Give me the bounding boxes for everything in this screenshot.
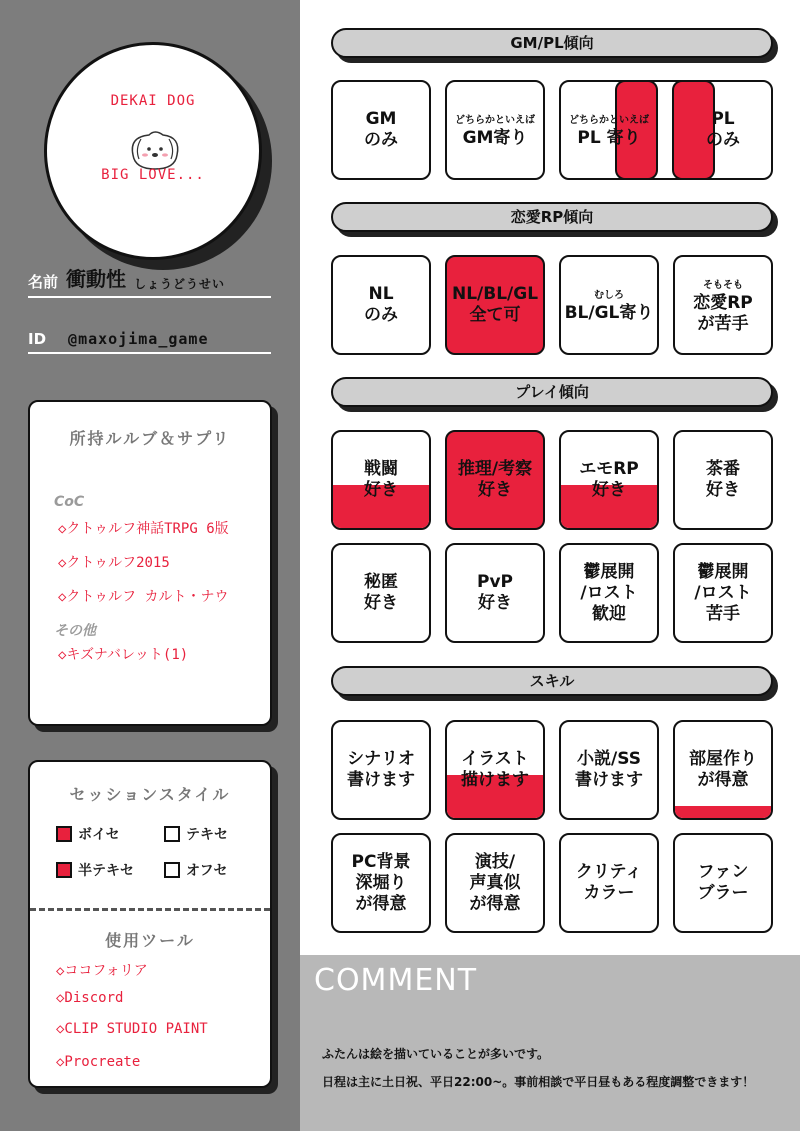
tile-label: PvP 好き: [476, 572, 513, 613]
id-row: [28, 322, 271, 354]
tile-label: クリティ カラー: [575, 862, 643, 903]
rulebook-item: ◇クトゥルフ2015: [58, 555, 170, 571]
avatar-top-text: DEKAI DOG: [110, 93, 196, 109]
tile-label: 秘匿 好き: [364, 572, 398, 613]
comment-section: [300, 955, 800, 1131]
divider: [30, 908, 270, 911]
checkbox-box: [56, 862, 72, 878]
tile-label: イラスト 描けます: [461, 749, 529, 790]
heading-skill: スキル: [331, 666, 773, 696]
heading-gmpl: GM/PL傾向: [331, 28, 773, 58]
tile-label: 鬱展開 /ロスト 歓迎: [580, 561, 638, 624]
play-tile: [559, 543, 659, 643]
skill-tile: [673, 720, 773, 820]
tool-item: ◇Procreate: [56, 1054, 141, 1070]
play-tile: [331, 430, 431, 530]
section-other: その他: [54, 623, 96, 639]
tile-all-ok: NL/BL/GL 全て可: [445, 255, 545, 355]
tile-label: ファン ブラー: [697, 862, 749, 903]
heading-rp: 恋愛RP傾向: [331, 202, 773, 232]
tile-label: エモRP 好き: [579, 459, 639, 500]
skill-tile: [445, 833, 545, 933]
play-tile: [331, 543, 431, 643]
heading-play: プレイ傾向: [331, 377, 773, 407]
tile-label: 推理/考察 好き: [457, 459, 533, 500]
rulebook-item: ◇クトゥルフ神話TRPG 6版: [58, 521, 229, 537]
id-value: @maxojima_game: [68, 330, 209, 348]
checkbox-box: [164, 826, 180, 842]
checkbox-text[interactable]: テキセ: [164, 824, 228, 844]
comment-line: 日程は主に土日祝、平日22:00~。事前相談で平日昼もある程度調整できます！: [322, 1075, 755, 1089]
skill-tile: [673, 833, 773, 933]
tool-item: ◇CLIP STUDIO PAINT: [56, 1021, 208, 1037]
name-value: 衝動性: [66, 267, 127, 291]
skill-tile: [445, 720, 545, 820]
skill-tile: [331, 833, 431, 933]
checkbox-voice[interactable]: ボイセ: [56, 824, 120, 844]
tile-label: 小説/SS 書けます: [575, 749, 643, 790]
section-coc: CoC: [54, 494, 85, 510]
skill-tile: [559, 720, 659, 820]
tools-title: 使用ツール: [105, 931, 195, 950]
tile-pl-leaning: どちらかといえば PL 寄り: [569, 115, 649, 148]
checkbox-box: [164, 862, 180, 878]
rulebook-card: [28, 400, 272, 726]
comment-line: ふたんは絵を描いていることが多いです。: [322, 1047, 550, 1061]
rulebook-item: ◇クトゥルフ カルト・ナウ: [58, 589, 229, 605]
play-tile: [559, 430, 659, 530]
tool-item: ◇ココフォリア: [56, 963, 148, 979]
checkbox-offline[interactable]: オフセ: [164, 860, 227, 880]
play-tile: [445, 543, 545, 643]
tile-label: 部屋作り が得意: [689, 749, 757, 790]
name-label: 名前: [28, 273, 59, 291]
play-tile: [673, 543, 773, 643]
tile-rp-dislike: そもそも 恋愛RP が苦手: [673, 255, 773, 355]
name-kana: しょうどうせい: [134, 277, 226, 291]
avatar-bottom-text: BIG LOVE...: [101, 167, 205, 183]
tile-bl-gl: むしろ BL/GL寄り: [559, 255, 659, 355]
session-style-card: [28, 760, 272, 1088]
skill-tile: [331, 720, 431, 820]
play-tile: [445, 430, 545, 530]
checkbox-half-text[interactable]: 半テキセ: [56, 860, 134, 880]
avatar: [44, 42, 262, 260]
checkbox-box: [56, 826, 72, 842]
tile-label: 戦闘 好き: [364, 459, 398, 500]
tile-label: 茶番 好き: [706, 459, 740, 500]
session-style-title: セッションスタイル: [69, 785, 231, 804]
play-tile: [673, 430, 773, 530]
tile-label: 鬱展開 /ロスト 苦手: [694, 561, 752, 624]
skill-tile: [559, 833, 659, 933]
tile-label: シナリオ 書けます: [347, 749, 415, 790]
tile-gm-only: GM のみ: [331, 80, 431, 180]
comment-title: COMMENT: [314, 963, 478, 998]
tile-label: PC背景 深堀り が得意: [351, 851, 411, 914]
rulebook-item: ◇キズナバレット(1): [58, 647, 189, 663]
tile-gm-leaning: どちらかといえば GM寄り: [445, 80, 545, 180]
name-row: [28, 268, 271, 298]
tool-item: ◇Discord: [56, 990, 124, 1006]
tile-nl-only: NL のみ: [331, 255, 431, 355]
id-label: ID: [28, 330, 47, 348]
tile-fill: [675, 806, 771, 818]
tile-pl-only: PL のみ: [706, 109, 740, 150]
rulebook-title: 所持ルルブ＆サプリ: [69, 429, 231, 448]
tile-label: 演技/ 声真似 が得意: [469, 851, 521, 914]
